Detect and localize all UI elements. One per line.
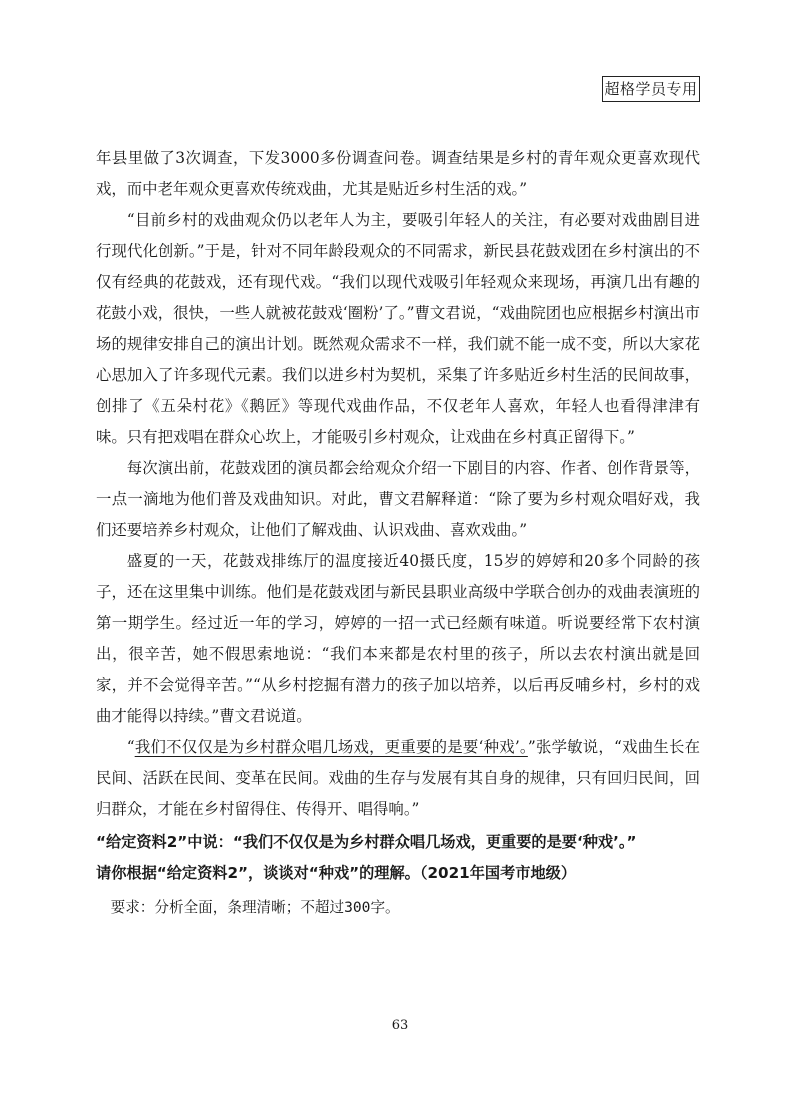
underlined-quote: 我们不仅仅是为乡村群众唱几场戏，更重要的是要‘种戏’。: [134, 738, 528, 756]
document-body: [96, 143, 700, 923]
paragraph-3: 每次演出前，花鼓戏团的演员都会给观众介绍一下剧目的内容、作者、创作背景等，一点一滴地为他们普及戏曲知识。对此，曹文君解释道：“除了要为乡村观众唱好戏，我们还要培养乡村观众，让他们了解戏曲、认识戏曲、喜欢戏曲。”: [96, 459, 700, 539]
exclusive-badge: 超格学员专用: [602, 76, 700, 102]
paragraph-2: “目前乡村的戏曲观众仍以老年人为主，要吸引年轻人的关注，有必要对戏曲剧目进行现代化创新。”于是，针对不同年龄段观众的不同需求，新民县花鼓戏团在乡村演出的不仅有经典的花鼓戏，还有现代戏。“我们以现代戏吸引年轻观众来现场，再演几出有趣的花鼓小戏，很快，一些人就被花鼓戏‘圈粉’了。”曹文君说，“戏曲院团也应根据乡村演出市场的规律安排自己的演出计划。既然观众需求不一样，我们就不能一成不变，所以大家花心思加入了许多现代元素。我们以进乡村为契机，采集了许多贴近乡村生活的民间故事，创排了《五朵村花》《鹅匠》等现代戏曲作品，不仅老年人喜欢，年轻人也看得津津有味。只有把戏唱在群众心坎上，才能吸引乡村观众，让戏曲在乡村真正留得下。”: [96, 211, 700, 446]
paragraph-5-rest: ”张学敏说，“戏曲生长在民间、活跃在民间、变革在民间。戏曲的生存与发展有其自身的规律，只有回归民间，回归群众，才能在乡村留得住、传得开、唱得响。”: [96, 738, 700, 818]
paragraph-5: [96, 732, 700, 825]
page-number: 63: [391, 1018, 409, 1033]
paragraph-1: 年县里做了3次调查，下发3000多份调查问卷。调查结果是乡村的青年观众更喜欢现代戏，而中老年观众更喜欢传统戏曲，尤其是贴近乡村生活的戏。”: [96, 149, 700, 198]
open-quote: “: [126, 738, 135, 756]
question-line-2: 请你根据“给定资料2”，谈谈对“种戏”的理解。（2021年国考市地级）: [96, 864, 577, 882]
question-line-1: “给定资料2”中说：“我们不仅仅是为乡村群众唱几场戏，更重要的是要‘种戏’。”: [96, 833, 637, 851]
exam-question: [96, 827, 700, 889]
answer-requirement: 要求：分析全面，条理清晰；不超过300字。: [110, 899, 400, 916]
paragraph-4: 盛夏的一天，花鼓戏排练厅的温度接近40摄氏度，15岁的婷婷和20多个同龄的孩子，还在这里集中训练。他们是花鼓戏团与新民县职业高级中学联合创办的戏曲表演班的第一期学生。经过近一年的学习，婷婷的一招一式已经颇有味道。听说要经常下农村演出，很辛苦，她不假思索地说：“我们本来都是农村里的孩子，所以去农村演出就是回家，并不会觉得辛苦。”“从乡村挖掘有潜力的孩子加以培养，以后再反哺乡村，乡村的戏曲才能得以持续。”曹文君说道。: [96, 552, 700, 725]
